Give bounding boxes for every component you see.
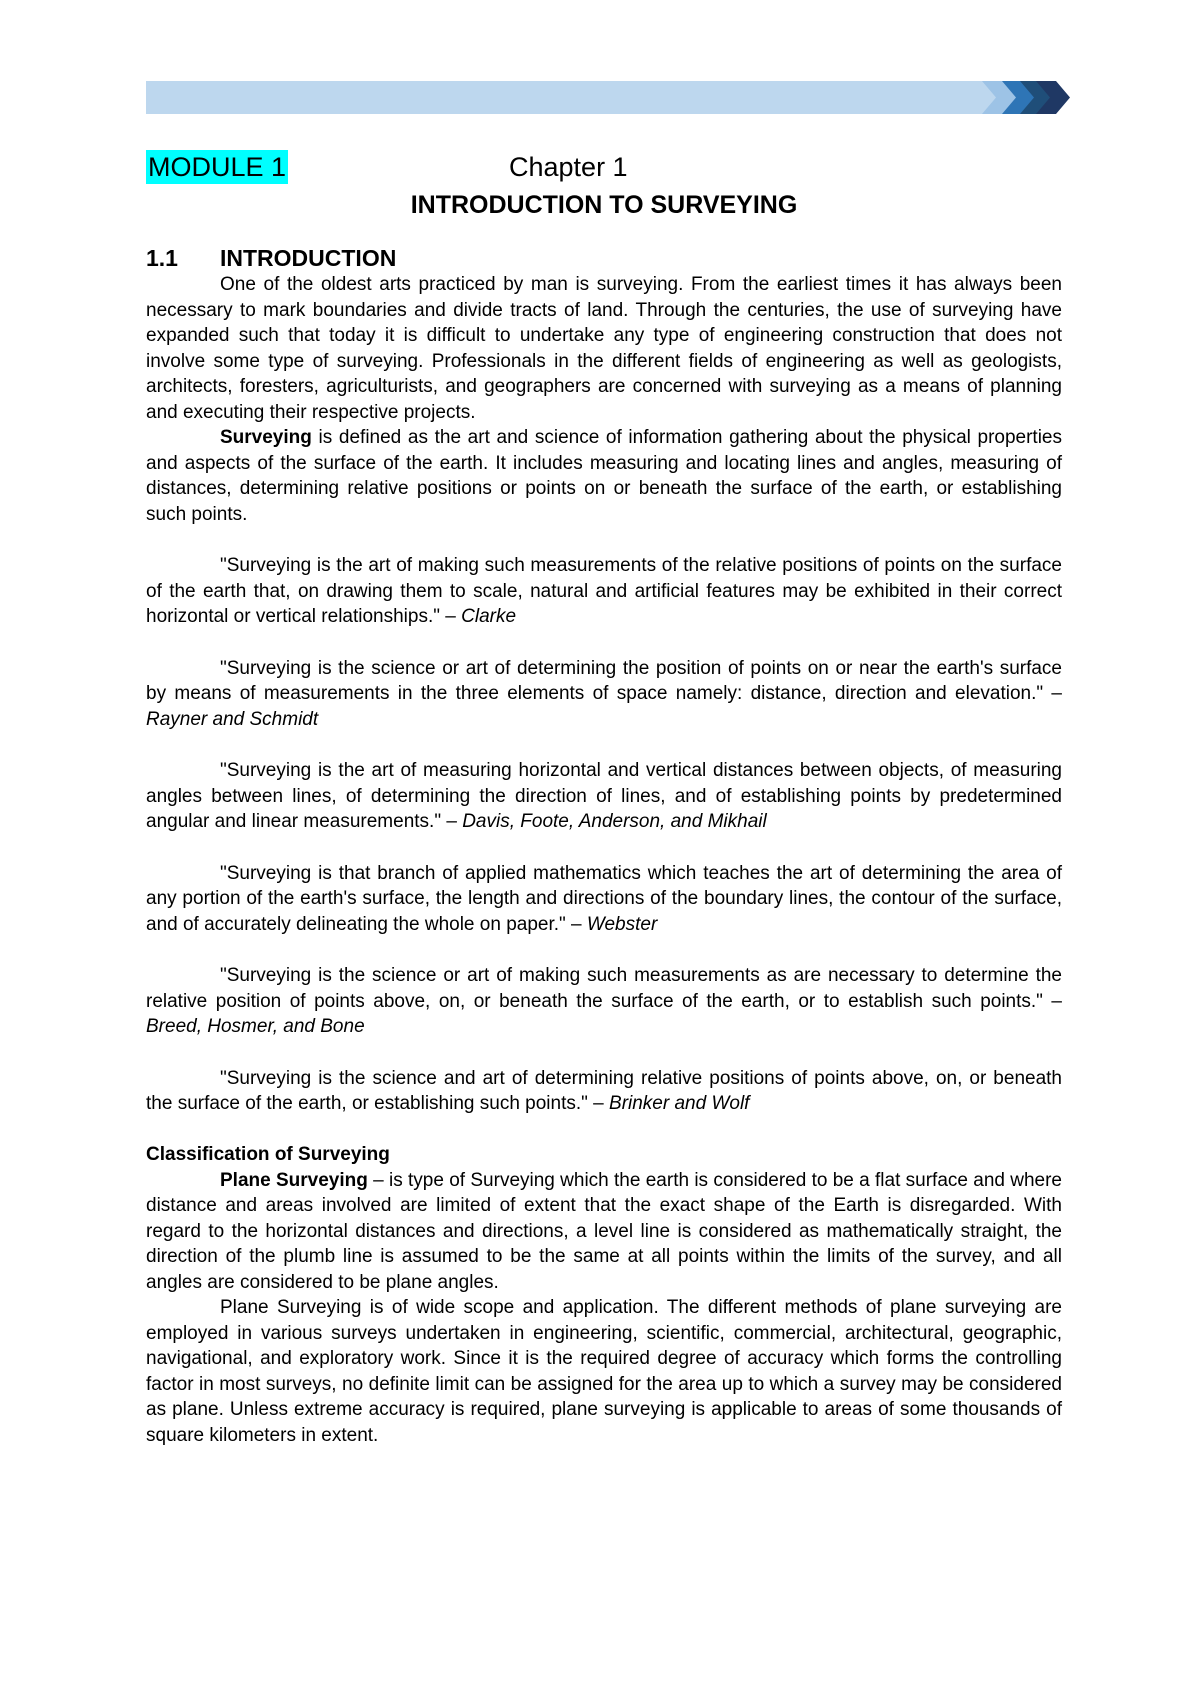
title-row bbox=[146, 150, 1062, 188]
header-banner bbox=[146, 81, 1070, 114]
quote-paragraph bbox=[146, 963, 1062, 1040]
banner-bar bbox=[146, 81, 1008, 114]
plane-surveying-text: – is type of Surveying which the earth is considered to be a flat surface and where distance and areas involved are limited of extent that the exact shape of the Earth is disregarded. With regard to the horizontal distances and directions, a level line is considered as mathematically straight, the direction of the plumb line is assumed to be the same at all points within the limits of the survey, and all angles are considered to be plane angles. bbox=[146, 1169, 1062, 1293]
definition-text: is defined as the art and science of information gathering about the physical properties and aspects of the surface of the earth. It includes measuring and locating lines and angles, measuring of distances, determining relative positions or points on or beneath the surface of the earth, or establishing such points. bbox=[146, 427, 1062, 525]
quote-text: "Surveying is the science and art of determining relative positions of points above, on, or beneath the surface of the earth, or establishing such points." – bbox=[146, 1067, 1062, 1114]
page-title: INTRODUCTION TO SURVEYING bbox=[410, 191, 798, 219]
quote-text: "Surveying is the art of measuring horizontal and vertical distances between objects, of measuring angles between lines, of determining the direction of lines, and of establishing points by predetermined angular and linear measurements." – bbox=[146, 760, 1062, 832]
quote-author: Davis, Foote, Anderson, and Mikhail bbox=[462, 811, 767, 832]
quote-paragraph bbox=[146, 861, 1062, 938]
quote-author: Breed, Hosmer, and Bone bbox=[146, 1016, 365, 1037]
plane-surveying-term: Plane Surveying bbox=[220, 1169, 368, 1191]
section-heading bbox=[146, 244, 1062, 272]
quote-author: Brinker and Wolf bbox=[609, 1093, 750, 1114]
definition-term: Surveying bbox=[220, 427, 312, 448]
chevron-arrows-icon bbox=[982, 81, 1070, 114]
plane-surveying-paragraph bbox=[146, 1168, 1062, 1296]
quote-paragraph bbox=[146, 1066, 1062, 1117]
classification-heading: Classification of Surveying bbox=[146, 1143, 390, 1165]
quote-paragraph bbox=[146, 656, 1062, 733]
quote-author: Clarke bbox=[461, 606, 517, 627]
quote-text: "Surveying is that branch of applied mathematics which teaches the art of determining the area of any portion of the earth's surface, the length and directions of the boundary lines, the contour of the surface, and of accurately delineating the whole on paper." – bbox=[146, 862, 1062, 935]
quote-text: "Surveying is the science or art of making such measurements as are necessary to determine the relative position of points above, on, or beneath the surface of the earth, or to establish such points." – bbox=[146, 965, 1062, 1012]
module-label: MODULE 1 bbox=[148, 152, 287, 182]
quote-paragraph bbox=[146, 758, 1062, 835]
plane-scope-paragraph: Plane Surveying is of wide scope and application. The different methods of plane surveying are employed in various surveys undertaken in engineering, scientific, commercial, architectural, geographic, navigational, and exploratory work. Since it is the required degree of accuracy which forms the controlling factor in most surveys, no definite limit can be assigned for the area up to which a survey may be considered as plane. Unless extreme accuracy is required, plane surveying is applicable to areas of some thousands of square kilometers in extent. bbox=[146, 1297, 1062, 1446]
section-number: 1.1 bbox=[146, 245, 178, 271]
chapter-label: Chapter 1 bbox=[509, 152, 628, 182]
document-body bbox=[146, 150, 1062, 1448]
quote-text: "Surveying is the art of making such measurements of the relative positions of points on the surface of the earth that, on drawing them to scale, natural and artificial features may be exhibited in their correct horizontal or vertical relationships." – bbox=[146, 555, 1062, 627]
quote-text: "Surveying is the science or art of determining the position of points on or near the earth's surface by means of measurements in the three elements of space namely: distance, direction and elevation." – bbox=[146, 657, 1062, 704]
quote-author: Webster bbox=[586, 913, 658, 935]
quote-paragraph bbox=[146, 553, 1062, 630]
quote-author: Rayner and Schmidt bbox=[146, 708, 319, 730]
definition-paragraph bbox=[146, 425, 1062, 527]
section-title: INTRODUCTION bbox=[220, 245, 397, 271]
intro-paragraph: One of the oldest arts practiced by man is surveying. From the earliest times it has always been necessary to mark boundaries and divide tracts of land. Through the centuries, the use of surveying have expanded such that today it is difficult to undertake any type of engineering construction that does not involve some type of surveying. Professionals in the different fields of engineering as well as geologists, architects, foresters, agriculturists, and geographers are concerned with surveying as a means of planning and executing their respective projects. bbox=[146, 274, 1062, 423]
